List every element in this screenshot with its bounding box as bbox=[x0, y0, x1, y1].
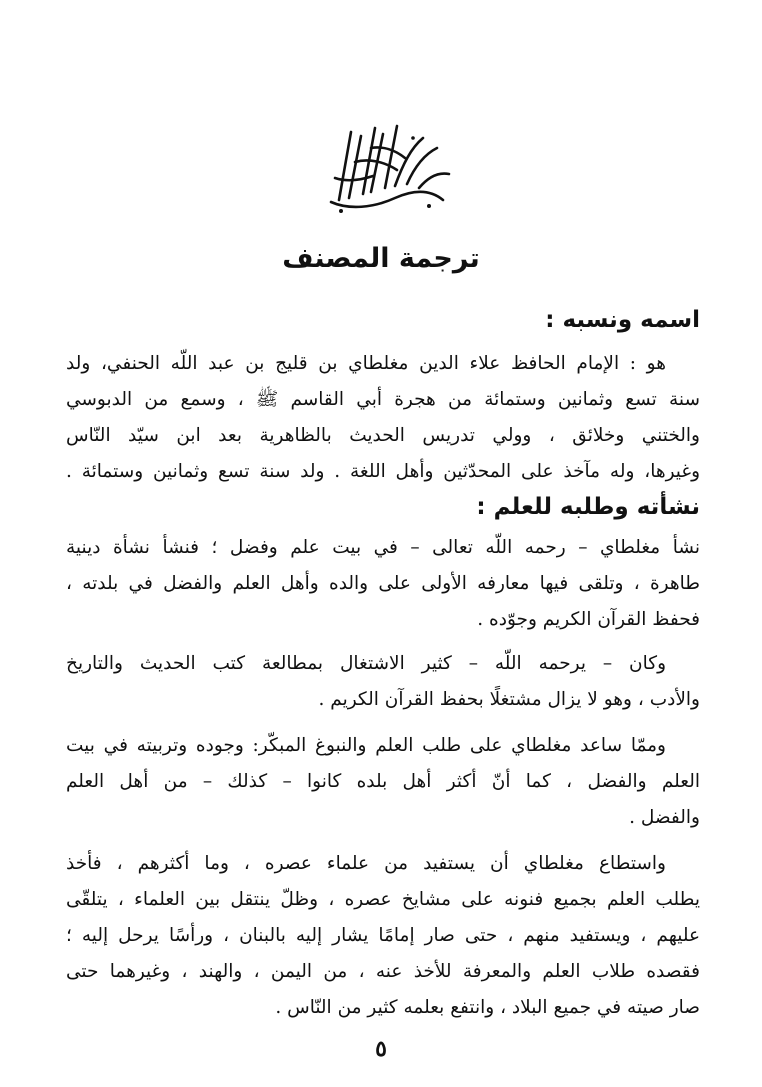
text-line: طاهرة ، وتلقى فيها معارفه الأولى على والده وأهل العلم والفضل في بلدته ، bbox=[66, 573, 700, 594]
section-heading-name-lineage: اسمه ونسبه : bbox=[545, 307, 700, 333]
basmala-calligraphy bbox=[311, 118, 461, 218]
text-line: والأدب ، وهو لا يزال مشتغلًا بحفظ القرآن الكريم . bbox=[318, 689, 700, 710]
text-line: والفضل . bbox=[629, 807, 700, 828]
page-number: ٥ bbox=[375, 1036, 387, 1062]
paragraph-upbringing-2 bbox=[66, 646, 700, 718]
text-line: هو : الإمام الحافظ علاء الدين مغلطاي بن قليج بن عبد اللّه الحنفي، ولد bbox=[66, 353, 666, 374]
text-line: فقصده طلاب العلم والمعرفة للأخذ عنه ، من اليمن ، والهند ، وغيرهما حتى bbox=[66, 961, 700, 982]
text-line: فحفظ القرآن الكريم وجوّده . bbox=[477, 609, 700, 630]
paragraph-name-lineage bbox=[66, 346, 700, 490]
text-line: صار صيته في جميع البلاد ، وانتفع بعلمه كثير من النّاس . bbox=[275, 997, 700, 1018]
text-line: وكان – يرحمه اللّه – كثير الاشتغال بمطالعة كتب الحديث والتاريخ bbox=[66, 653, 666, 674]
paragraph-upbringing-3 bbox=[66, 728, 700, 836]
text-line: يطلب العلم بجميع فنونه على مشايخ عصره ، وظلّ ينتقل بين العلماء ، يتلقّى bbox=[66, 889, 700, 910]
text-line: العلم والفضل ، كما أنّ أكثر أهل بلده كانوا – كذلك – من أهل العلم bbox=[66, 771, 700, 792]
paragraph-upbringing-4 bbox=[66, 846, 700, 1026]
page-title: ترجمة المصنف bbox=[282, 243, 480, 274]
text-line: نشأ مغلطاي – رحمه اللّه تعالى – في بيت علم وفضل ؛ فنشأ نشأة دينية bbox=[66, 537, 700, 558]
text-line: وغيرها، وله مآخذ على المحدّثين وأهل اللغة . ولد سنة تسع وثمانين وستمائة . bbox=[66, 461, 700, 482]
section-heading-upbringing: نشأته وطلبه للعلم : bbox=[476, 494, 700, 520]
text-line: والختني وخلائق ، وولي تدريس الحديث بالظاهرية بعد ابن سيّد النّاس bbox=[66, 425, 700, 446]
text-line: سنة تسع وثمانين وستمائة من هجرة أبي القاسم ﷺ ، وسمع من الدبوسي bbox=[66, 389, 700, 410]
text-line: واستطاع مغلطاي أن يستفيد من علماء عصره ، وما أكثرهم ، فأخذ bbox=[66, 853, 666, 874]
basmala-calligraphy-icon bbox=[311, 118, 461, 218]
text-line: وممّا ساعد مغلطاي على طلب العلم والنبوغ المبكّر: وجوده وتربيته في بيت bbox=[66, 735, 666, 756]
paragraph-upbringing-1 bbox=[66, 530, 700, 638]
text-line: عليهم ، ويستفيد منهم ، حتى صار إمامًا يشار إليه بالبنان ، ورأسًا يرحل إليه ؛ bbox=[66, 925, 700, 946]
